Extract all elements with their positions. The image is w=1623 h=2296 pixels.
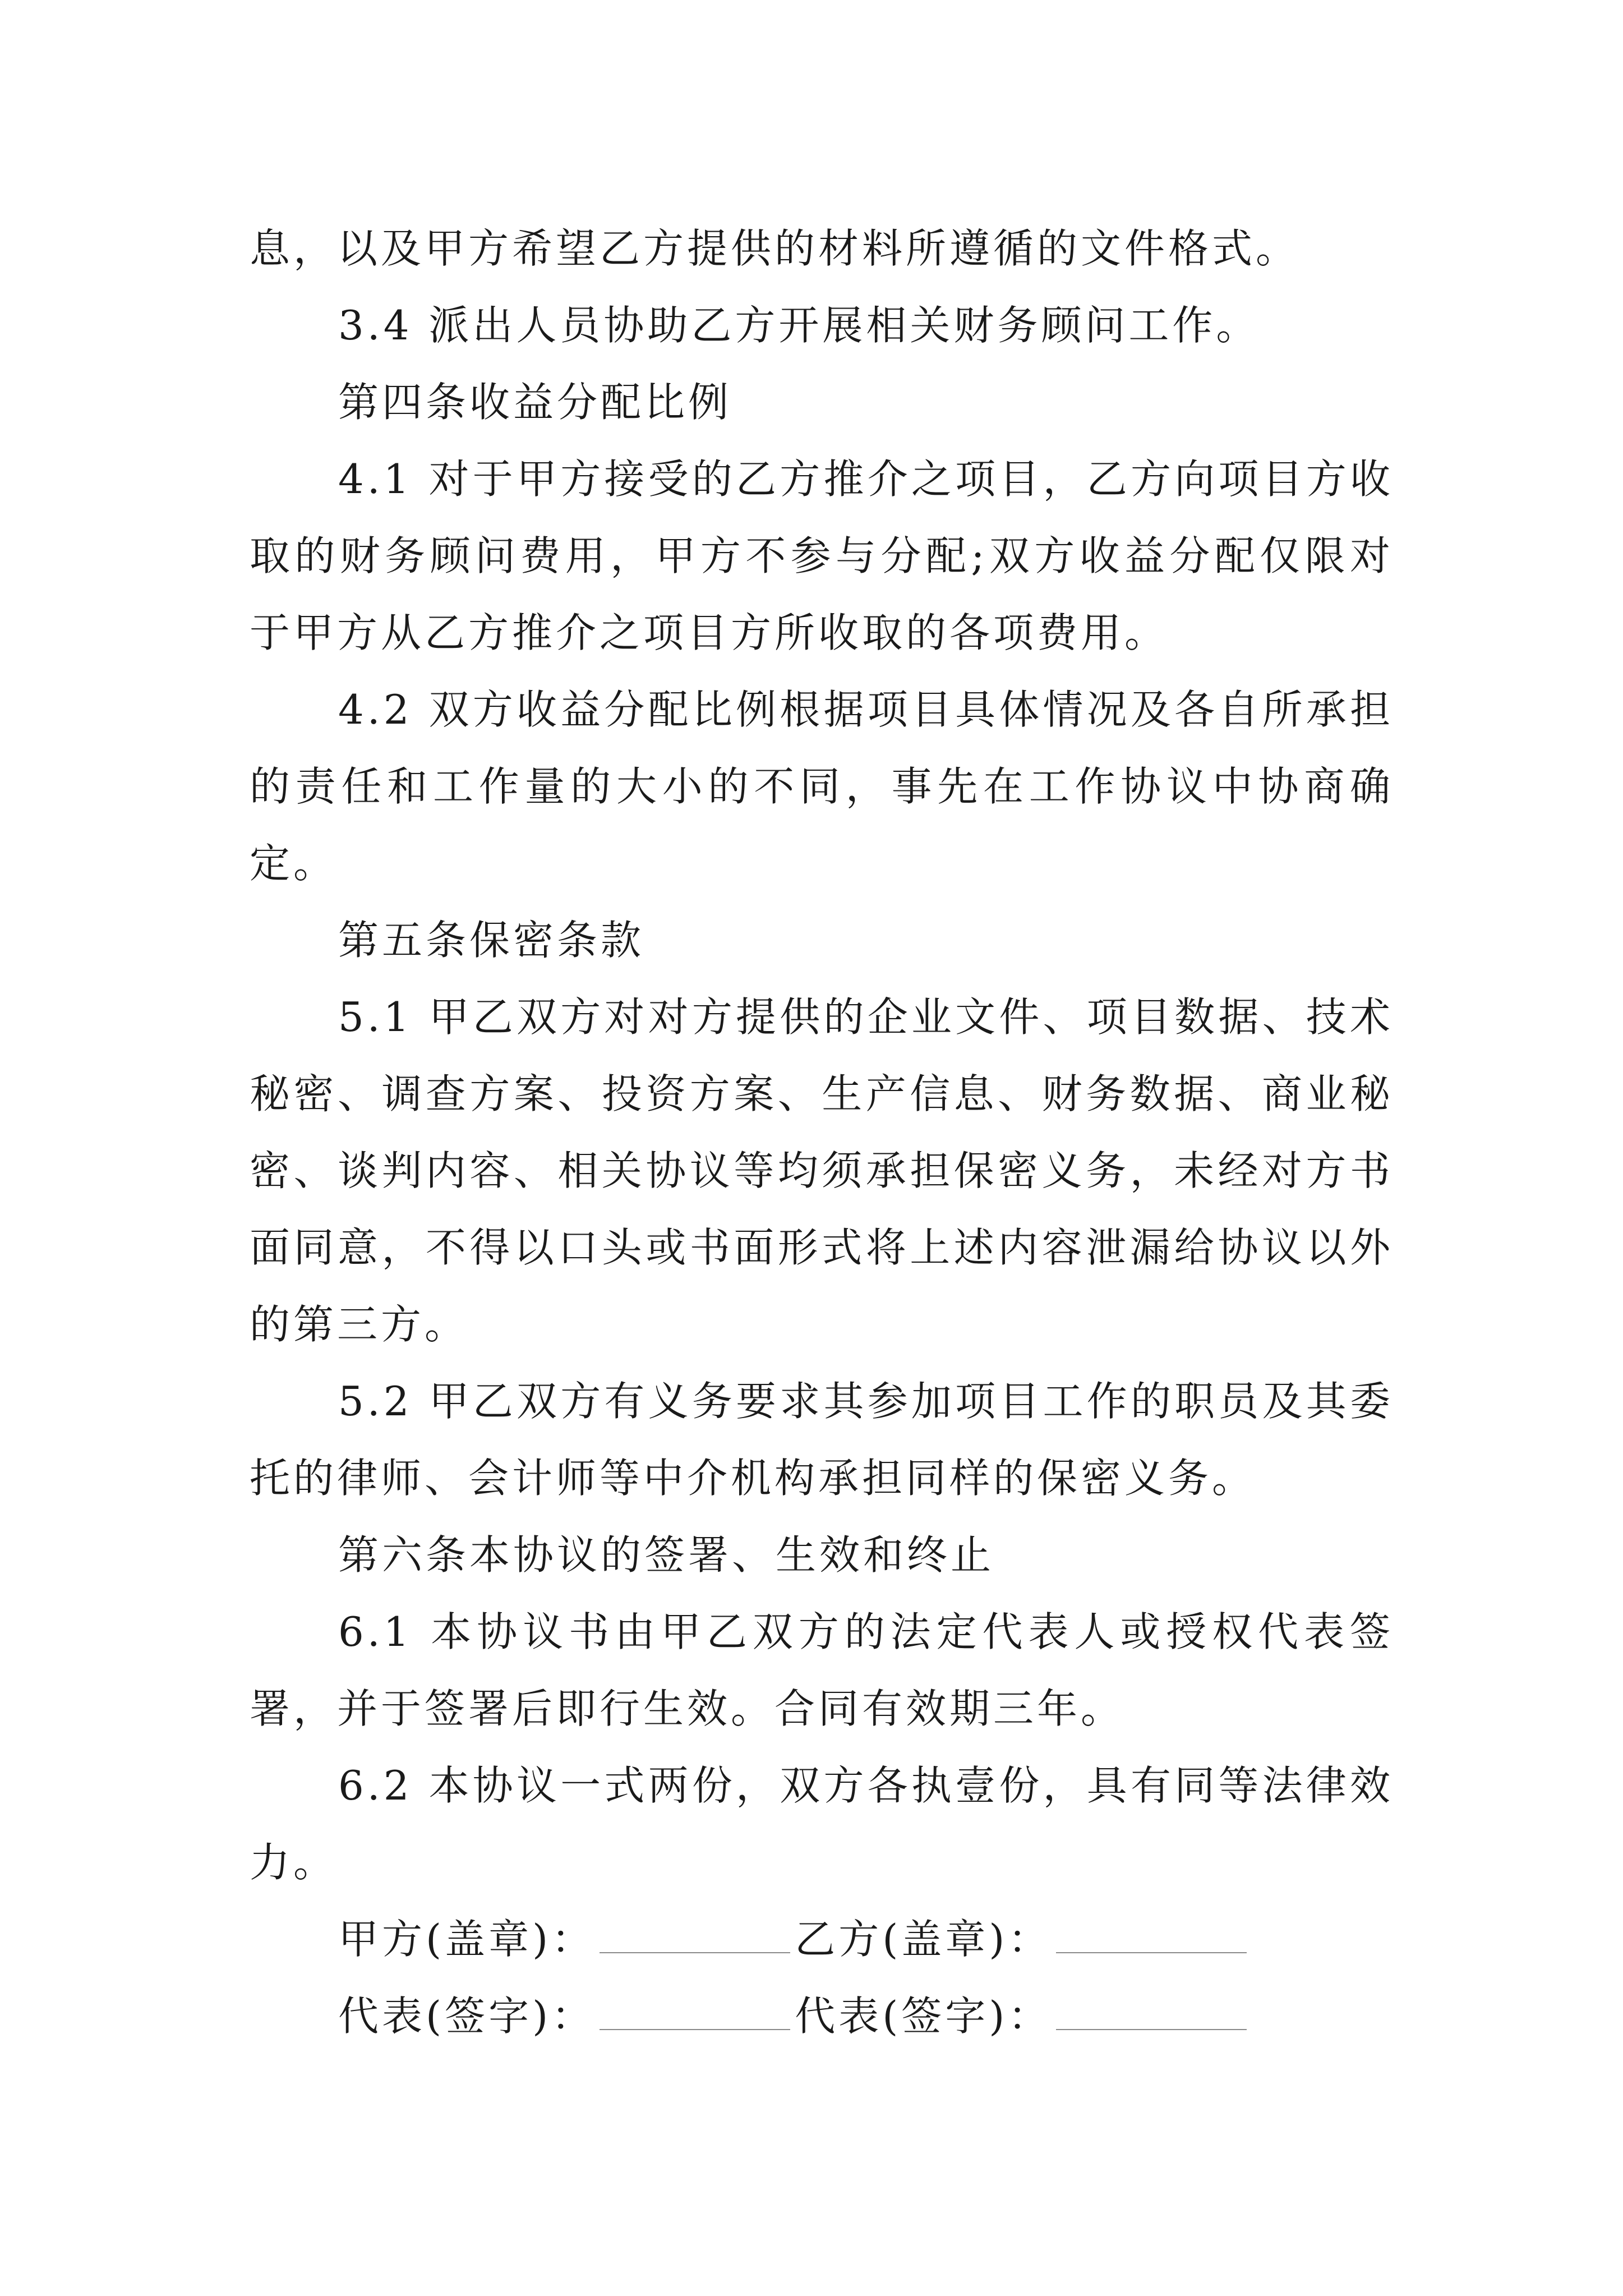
party-b-seal-label: 乙方(盖章)： xyxy=(795,1916,1052,1963)
party-b-seal-blank xyxy=(1056,1918,1247,1953)
document-page xyxy=(250,210,1394,2055)
paragraph-format-note: 息，以及甲方希望乙方提供的材料所遵循的文件格式。 xyxy=(250,225,1300,272)
heading-article-5: 第五条保密条款 xyxy=(338,917,645,964)
party-a-seal-blank xyxy=(600,1918,790,1953)
clause-5-1: 5.1 甲乙双方对对方提供的企业文件、项目数据、技术秘密、调查方案、投资方案、生产信息、财务数据、商业秘密、谈判内容、相关协议等均须承担保密义务，未经对方书面同意，不得以口头或书面形式将上述内容泄漏给协议以外的第三方。 xyxy=(250,993,1394,1348)
clause-4-1: 4.1 对于甲方接受的乙方推介之项目，乙方向项目方收取的财务顾问费用，甲方不参与分配;双方收益分配仅限对于甲方从乙方推介之项目方所收取的各项费用。 xyxy=(250,455,1394,656)
clause-4-2: 4.2 双方收益分配比例根据项目具体情况及各自所承担的责任和工作量的大小的不同，事先在工作协议中协商确定。 xyxy=(250,686,1394,887)
party-a-rep-blank xyxy=(600,1995,790,2030)
party-a-seal-label: 甲方(盖章)： xyxy=(338,1916,596,1963)
heading-article-6: 第六条本协议的签署、生效和终止 xyxy=(338,1531,995,1579)
heading-article-4: 第四条收益分配比例 xyxy=(338,379,732,426)
signature-row xyxy=(250,1978,1394,2055)
party-b-rep-label: 代表(签字)： xyxy=(795,1993,1052,2040)
clause-5-2: 5.2 甲乙双方有义务要求其参加项目工作的职员及其委托的律师、会计师等中介机构承担同样的保密义务。 xyxy=(250,1378,1394,1502)
clause-3-4: 3.4 派出人员协助乙方开展相关财务顾问工作。 xyxy=(338,302,1260,349)
seal-row xyxy=(250,1901,1394,1978)
party-a-rep-label: 代表(签字)： xyxy=(338,1993,596,2040)
party-b-rep-blank xyxy=(1056,1995,1247,2030)
clause-6-1: 6.1 本协议书由甲乙双方的法定代表人或授权代表签署，并于签署后即行生效。合同有效期三年。 xyxy=(250,1608,1394,1732)
clause-6-2: 6.2 本协议一式两份，双方各执壹份，具有同等法律效力。 xyxy=(250,1762,1394,1886)
